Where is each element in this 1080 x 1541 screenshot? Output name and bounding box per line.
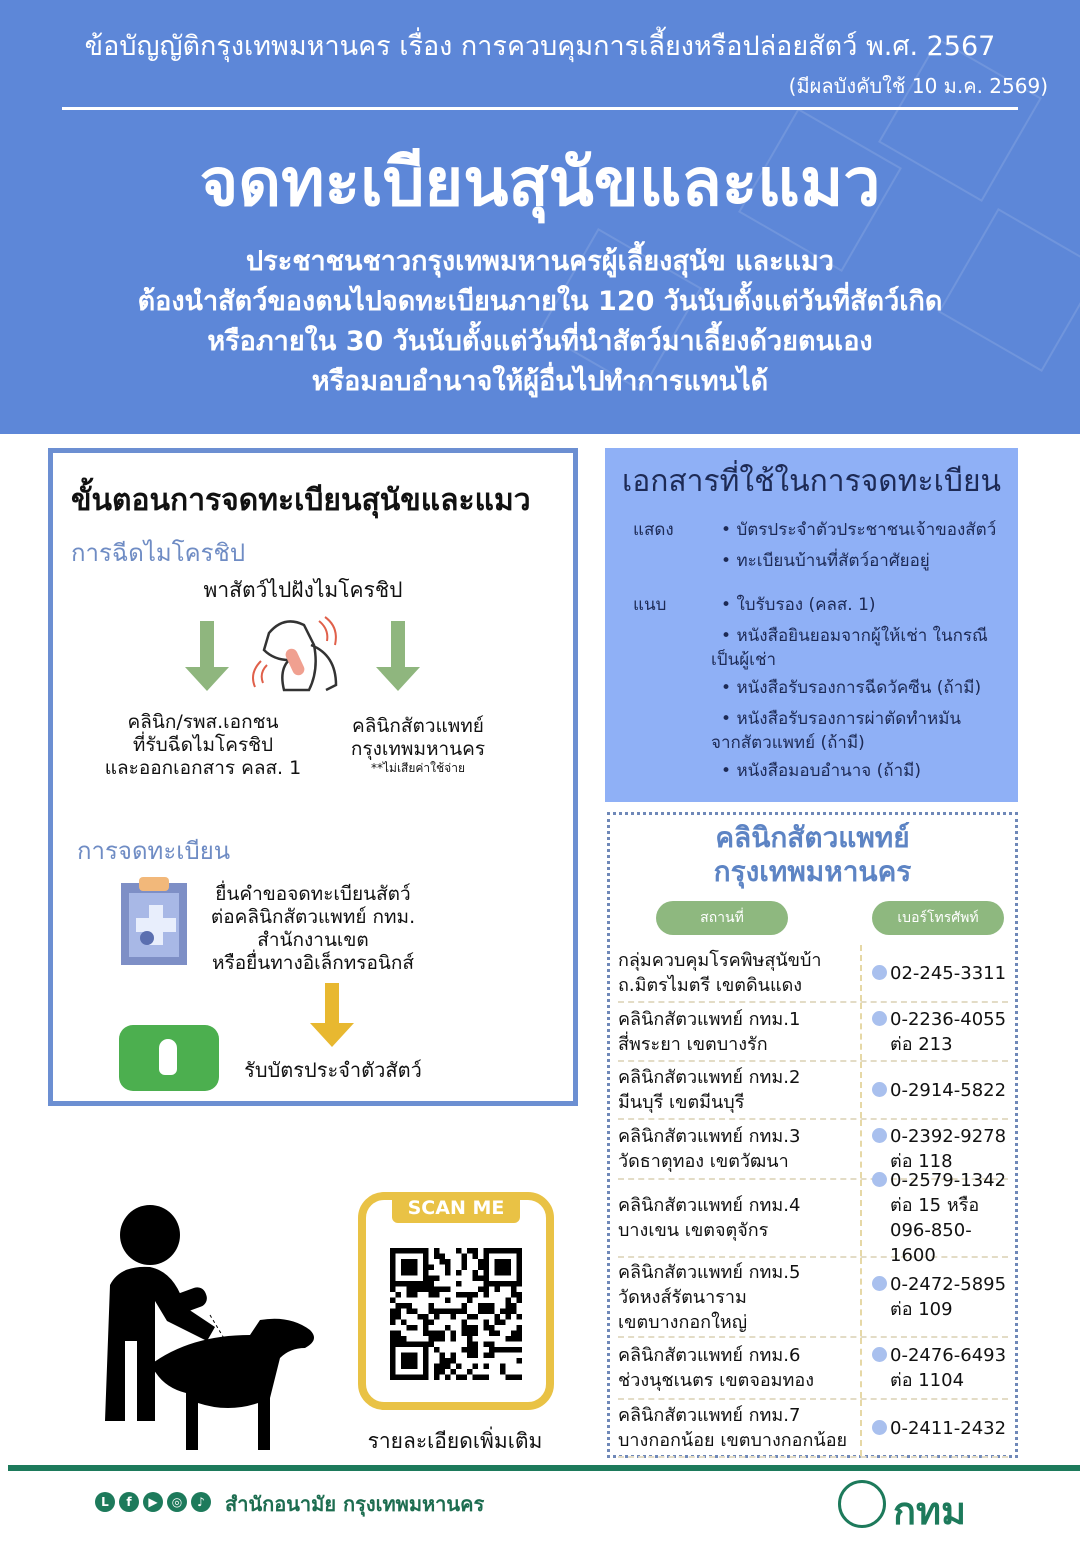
title-line: กรุงเทพมหานคร	[713, 855, 912, 888]
arrow-down-icon	[391, 621, 405, 669]
clinic-row	[618, 1400, 1008, 1458]
intro-paragraph	[0, 242, 1080, 402]
phone-line: ต่อ 213	[890, 1033, 953, 1055]
phone-line: 0-2236-4055	[890, 1008, 1007, 1030]
clinic-place	[618, 945, 860, 1001]
place-line: คลินิกสัตวแพทย์ กทม.5	[618, 1261, 801, 1283]
document-item: • หนังสือยินยอมจากผู้ให้เช่า ในกรณีเป็นผู้เช่า	[711, 626, 988, 670]
clinic-place	[618, 1120, 860, 1178]
column-header-place: สถานที่	[656, 901, 788, 935]
document-item: • ใบรับรอง (คลส. 1)	[721, 595, 876, 615]
instagram-icon[interactable]: ◎	[167, 1492, 187, 1512]
place-line: คลินิกสัตวแพทย์ กทม.7	[618, 1405, 801, 1426]
phone-line: 0-2392-9278	[890, 1126, 1007, 1147]
clinic-phone[interactable]	[860, 1170, 1008, 1266]
pet-id-card-icon	[119, 1025, 219, 1091]
phone-line: 0-2579-1342	[890, 1170, 1007, 1191]
place-line: บางกอกน้อย เขตบางกอกน้อย	[618, 1430, 848, 1451]
microchip-step: พาสัตว์ไปฝังไมโครชิป	[203, 578, 403, 602]
header-banner	[0, 0, 1080, 434]
documents-title: เอกสารที่ใช้ในการจดทะเบียน	[621, 464, 1002, 499]
phone-icon	[872, 1420, 887, 1435]
microchip-heading: การฉีดไมโครชิป	[71, 539, 246, 567]
place-line: วัดธาตุทอง เขตวัฒนา	[618, 1151, 789, 1172]
place-line: วัดหงส์รัตนาราม	[618, 1286, 747, 1308]
show-label: แสดง	[633, 520, 674, 540]
clinic-phone[interactable]	[860, 945, 1008, 1001]
clinics-panel	[607, 812, 1018, 1458]
document-item: • ทะเบียนบ้านที่สัตว์อาศัยอยู่	[721, 551, 930, 571]
clinic-phone[interactable]	[860, 1400, 1008, 1456]
intro-line: ประชาชนชาวกรุงเทพมหานครผู้เลี้ยงสุนัข และแมว	[246, 246, 834, 277]
clinic-place	[618, 1062, 860, 1118]
phone-line: 096-850-1600	[890, 1220, 972, 1266]
phone-line: ต่อ 1104	[890, 1370, 965, 1391]
option-line: กรุงเทพมหานคร	[350, 738, 486, 760]
intro-line: ต้องนำสัตว์ของตนไปจดทะเบียนภายใน 120 วันนับตั้งแต่วันที่สัตว์เกิด	[137, 286, 943, 317]
clinic-row	[618, 1258, 1008, 1338]
phone-line: 0-2472-5895	[890, 1274, 1007, 1295]
place-line: มีนบุรี เขตมีนบุรี	[618, 1092, 745, 1113]
facebook-icon[interactable]: f	[119, 1492, 139, 1512]
place-line: บางเขน เขตจตุจักร	[618, 1220, 769, 1241]
phone-line: 0-2476-6493	[890, 1345, 1007, 1366]
documents-panel	[605, 448, 1018, 802]
clinic-phone[interactable]	[860, 1338, 1008, 1398]
place-line: คลินิกสัตวแพทย์ กทม.4	[618, 1195, 801, 1216]
page-title: จดทะเบียนสุนัขและแมว	[199, 144, 881, 221]
phone-line: 02-245-3311	[890, 962, 1007, 984]
clinic-place	[618, 1400, 860, 1456]
bma-clinic-option	[323, 715, 513, 775]
title-line: คลินิกสัตวแพทย์	[715, 821, 910, 854]
clinic-row	[618, 1003, 1008, 1062]
phone-icon	[872, 965, 887, 980]
regulation-title: ข้อบัญญัติกรุงเทพมหานคร เรื่อง การควบคุมการเลี้ยงหรือปล่อยสัตว์ พ.ศ. 2567	[84, 31, 996, 62]
footer-divider	[8, 1465, 1080, 1471]
clinic-table	[618, 945, 1008, 1458]
phone-line: 0-2914-5822	[890, 1079, 1007, 1101]
clipboard-paw-icon	[119, 873, 189, 968]
step-line: ต่อคลินิกสัตวแพทย์ กทม.	[210, 906, 416, 928]
document-item: • หนังสือรับรองการผ่าตัดทำหมัน จากสัตวแพทย์ (ถ้ามี)	[711, 709, 962, 753]
phone-icon	[872, 1011, 887, 1026]
place-line: คลินิกสัตวแพทย์ กทม.1	[618, 1008, 801, 1030]
place-line: ช่วงนุชเนตร เขตจอมทอง	[618, 1370, 815, 1391]
register-heading: การจดทะเบียน	[77, 837, 231, 865]
phone-line: ต่อ 109	[890, 1299, 953, 1320]
divider	[62, 107, 1018, 110]
clinic-phone[interactable]	[860, 1003, 1008, 1060]
clinic-place	[618, 1180, 860, 1256]
line-icon[interactable]: L	[95, 1492, 115, 1512]
organization-name: สำนักอนามัย กรุงเทพมหานคร	[225, 1492, 485, 1516]
person-scanning-dog-icon	[60, 1195, 325, 1450]
phone-icon	[872, 1128, 887, 1143]
place-line: คลินิกสัตวแพทย์ กทม.3	[618, 1126, 801, 1147]
option-line: ที่รับฉีดไมโครชิป	[132, 734, 274, 756]
clinic-phone[interactable]	[860, 1062, 1008, 1118]
qr-caption: รายละเอียดเพิ่มเติม	[367, 1429, 543, 1453]
bma-seal-logo	[838, 1480, 886, 1528]
private-clinic-option	[93, 711, 313, 780]
option-line: คลินิก/รพส.เอกชน	[127, 711, 279, 733]
phone-icon	[872, 1276, 887, 1291]
clinic-row	[618, 1062, 1008, 1120]
dog-microchip-icon	[249, 613, 349, 703]
step-line: สำนักงานเขต	[257, 929, 369, 951]
clinic-phone[interactable]	[860, 1258, 1008, 1336]
place-line: สี่พระยา เขตบางรัก	[618, 1033, 768, 1055]
place-line: ถ.มิตรไมตรี เขตดินแดง	[618, 975, 803, 996]
column-header-phone: เบอร์โทรศัพท์	[872, 901, 1004, 935]
place-line: คลินิกสัตวแพทย์ กทม.6	[618, 1345, 801, 1366]
place-line: กลุ่มควบคุมโรคพิษสุนัขบ้า	[618, 950, 822, 971]
document-item: • หนังสือรับรองการฉีดวัคซีน (ถ้ามี)	[721, 678, 982, 698]
phone-icon	[872, 1082, 887, 1097]
tiktok-icon[interactable]: ♪	[191, 1492, 211, 1512]
receive-card-step: รับบัตรประจำตัวสัตว์	[244, 1058, 422, 1082]
clinic-place	[618, 1338, 860, 1398]
youtube-icon[interactable]: ▶	[143, 1492, 163, 1512]
registration-steps-panel	[48, 448, 578, 1106]
effective-date: (มีผลบังคับใช้ 10 ม.ค. 2569)	[788, 74, 1048, 98]
clinics-title	[610, 821, 1015, 889]
phone-icon	[872, 1347, 887, 1362]
clinic-row	[618, 945, 1008, 1003]
arrow-down-icon	[325, 983, 339, 1025]
document-item: • หนังสือมอบอำนาจ (ถ้ามี)	[721, 761, 921, 781]
clinic-row	[618, 1170, 1008, 1266]
attach-label: แนบ	[633, 595, 667, 615]
document-item: • บัตรประจำตัวประชาชนเจ้าของสัตว์	[721, 520, 997, 540]
place-line: เขตบางกอกใหญ่	[618, 1311, 748, 1333]
option-line: และออกเอกสาร คลส. 1	[104, 757, 302, 779]
qr-code[interactable]	[358, 1192, 554, 1410]
clinic-row	[618, 1338, 1008, 1400]
phone-line: ต่อ 118	[890, 1151, 953, 1172]
clinic-place	[618, 1003, 860, 1060]
intro-line: หรือภายใน 30 วันนับตั้งแต่วันที่นำสัตว์มาเลี้ยงด้วยตนเอง	[207, 326, 873, 357]
place-line: คลินิกสัตวแพทย์ กทม.2	[618, 1067, 801, 1088]
option-line: คลินิกสัตวแพทย์	[352, 715, 484, 737]
steps-title: ขั้นตอนการจดทะเบียนสุนัขและแมว	[71, 483, 531, 518]
clinic-place	[618, 1258, 860, 1336]
phone-line: 0-2411-2432	[890, 1417, 1007, 1439]
scan-me-label: SCAN ME	[392, 1193, 520, 1223]
register-step	[198, 883, 428, 975]
free-note: **ไม่เสียค่าใช้จ่าย	[371, 761, 465, 775]
qr-pattern-icon	[366, 1200, 546, 1400]
arrow-down-icon	[200, 621, 214, 669]
step-line: ยื่นคำขอจดทะเบียนสัตว์	[215, 883, 411, 905]
bma-logo-text: กทม	[893, 1489, 967, 1533]
step-line: หรือยื่นทางอิเล็กทรอนิกส์	[211, 952, 414, 974]
phone-icon	[872, 1172, 887, 1187]
intro-line: หรือมอบอำนาจให้ผู้อื่นไปทำการแทนได้	[311, 366, 769, 397]
phone-line: ต่อ 15 หรือ	[890, 1195, 980, 1216]
